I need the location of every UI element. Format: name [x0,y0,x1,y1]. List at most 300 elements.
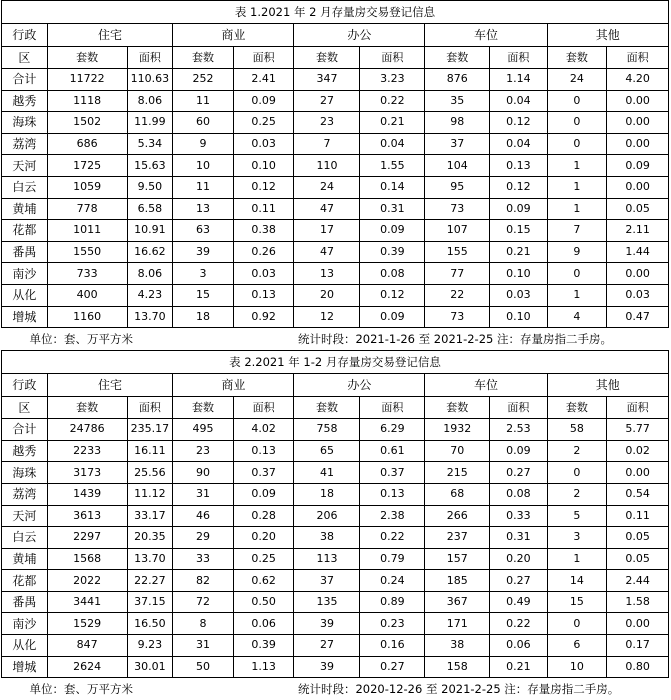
data-cell: 0 [547,613,607,635]
data-cell: 17 [294,220,360,242]
area-header: 面积 [127,47,173,69]
data-cell: 0.22 [360,90,425,112]
data-cell: 0.50 [233,591,294,613]
data-cell: 0.09 [607,155,669,177]
data-cell: 11.12 [127,483,173,505]
data-cell: 104 [425,155,490,177]
table-row [2,483,669,505]
data-cell: 47 [294,198,360,220]
data-cell: 0 [547,90,607,112]
data-cell: 0.13 [233,440,294,462]
data-cell: 39 [173,241,234,263]
count-header: 套数 [47,397,127,419]
data-cell: 0 [547,263,607,285]
period-note: 统计时段：2020-12-26 至 2021-2-25 注：存量房指二手房。 [297,682,620,697]
data-cell: 13.70 [127,306,173,328]
table-footer-row [2,678,669,700]
data-cell: 0.28 [233,505,294,527]
data-cell: 77 [425,263,490,285]
data-cell: 33.17 [127,505,173,527]
district-name: 南沙 [2,263,48,285]
data-cell: 11722 [47,69,127,91]
data-cell: 252 [173,69,234,91]
data-cell: 1011 [47,220,127,242]
data-cell: 215 [425,462,490,484]
table-row [2,198,669,220]
data-cell: 10 [173,155,234,177]
district-name: 黄埔 [2,548,48,570]
category-header: 其他 [547,374,668,397]
data-cell: 11 [173,90,234,112]
data-cell: 2.41 [233,69,294,91]
data-cell: 39 [294,656,360,678]
data-cell: 1439 [47,483,127,505]
data-cell: 367 [425,591,490,613]
data-cell: 13 [294,263,360,285]
data-cell: 0.21 [490,656,547,678]
data-cell: 16.11 [127,440,173,462]
data-cell: 29 [173,527,234,549]
table-row [2,440,669,462]
data-cell: 0.00 [607,133,669,155]
data-cell: 0.03 [233,133,294,155]
data-cell: 0.10 [490,306,547,328]
data-cell: 98 [425,112,490,134]
data-cell: 0.11 [233,198,294,220]
data-cell: 235.17 [127,419,173,441]
data-cell: 0.08 [360,263,425,285]
data-cell: 30.01 [127,656,173,678]
district-name: 越秀 [2,440,48,462]
data-cell: 13.70 [127,548,173,570]
data-cell: 3 [173,263,234,285]
data-cell: 0.25 [233,548,294,570]
data-cell: 9.23 [127,635,173,657]
district-name: 南沙 [2,613,48,635]
area-header: 面积 [360,397,425,419]
data-cell: 4.20 [607,69,669,91]
data-cell: 8.06 [127,263,173,285]
data-cell: 0.04 [360,133,425,155]
data-cell: 171 [425,613,490,635]
data-cell: 0.05 [607,527,669,549]
data-cell: 1 [547,176,607,198]
table-row [2,176,669,198]
data-cell: 10.91 [127,220,173,242]
data-cell: 9 [173,133,234,155]
sub-header-row [2,397,669,419]
data-cell: 0.31 [360,198,425,220]
table-row [2,656,669,678]
data-cell: 73 [425,198,490,220]
data-cell: 1160 [47,306,127,328]
data-cell: 31 [173,635,234,657]
data-cell: 113 [294,548,360,570]
data-cell: 0.79 [360,548,425,570]
district-name: 番禺 [2,241,48,263]
data-cell: 37.15 [127,591,173,613]
category-header: 办公 [294,24,425,47]
data-cell: 0.25 [233,112,294,134]
table-row [2,548,669,570]
data-cell: 0.80 [607,656,669,678]
category-header: 商业 [173,24,294,47]
data-cell: 3.23 [360,69,425,91]
data-cell: 155 [425,241,490,263]
area-header: 面积 [490,397,547,419]
data-cell: 3613 [47,505,127,527]
table-row [2,69,669,91]
data-cell: 0.13 [360,483,425,505]
category-header: 其他 [547,24,668,47]
data-cell: 347 [294,69,360,91]
count-header: 套数 [547,47,607,69]
data-cell: 0.27 [490,570,547,592]
data-cell: 58 [547,419,607,441]
data-cell: 25.56 [127,462,173,484]
count-header: 套数 [294,397,360,419]
data-cell: 37 [294,570,360,592]
data-cell: 90 [173,462,234,484]
category-header: 商业 [173,374,294,397]
data-cell: 0.49 [490,591,547,613]
data-cell: 0.00 [607,112,669,134]
data-cell: 15 [547,591,607,613]
district-name: 越秀 [2,90,48,112]
data-cell: 27 [294,90,360,112]
category-header: 办公 [294,374,425,397]
data-cell: 11 [173,176,234,198]
data-cell: 95 [425,176,490,198]
data-cell: 0.23 [360,613,425,635]
data-cell: 2.11 [607,220,669,242]
data-cell: 0.04 [490,90,547,112]
data-cell: 24 [294,176,360,198]
period-note: 统计时段：2021-1-26 至 2021-2-25 注：存量房指二手房。 [297,332,612,347]
data-cell: 2.44 [607,570,669,592]
count-header: 套数 [425,47,490,69]
data-cell: 0 [547,112,607,134]
area-header: 面积 [233,397,294,419]
data-cell: 0.03 [233,263,294,285]
data-cell: 5.34 [127,133,173,155]
data-cell: 0.13 [233,284,294,306]
area-header: 面积 [127,397,173,419]
data-cell: 65 [294,440,360,462]
table-row [2,527,669,549]
table-row [2,284,669,306]
count-header: 套数 [173,397,234,419]
data-cell: 0.39 [360,241,425,263]
data-cell: 5 [547,505,607,527]
data-cell: 2233 [47,440,127,462]
data-cell: 41 [294,462,360,484]
data-cell: 206 [294,505,360,527]
data-cell: 38 [294,527,360,549]
table-row [2,133,669,155]
district-header: 行政 [2,374,48,397]
data-cell: 0.06 [233,613,294,635]
data-cell: 495 [173,419,234,441]
data-cell: 0.09 [233,483,294,505]
table-row [2,112,669,134]
data-cell: 10 [547,656,607,678]
data-cell: 135 [294,591,360,613]
district-name: 花都 [2,570,48,592]
data-cell: 0.27 [490,462,547,484]
area-header: 面积 [490,47,547,69]
data-cell: 15.63 [127,155,173,177]
data-cell: 1 [547,155,607,177]
data-cell: 47 [294,241,360,263]
data-cell: 0.15 [490,220,547,242]
data-cell: 2 [547,483,607,505]
count-header: 套数 [547,397,607,419]
table-row [2,419,669,441]
data-cell: 0.12 [490,176,547,198]
data-cell: 22 [425,284,490,306]
data-cell: 23 [294,112,360,134]
table-title-row [2,351,669,374]
data-cell: 0.06 [490,635,547,657]
data-cell: 4 [547,306,607,328]
data-cell: 27 [294,635,360,657]
data-cell: 0.00 [607,462,669,484]
area-header: 面积 [607,397,669,419]
unit-note: 单位：套、万平方米 [29,332,133,347]
district-name: 荔湾 [2,483,48,505]
data-cell: 686 [47,133,127,155]
data-cell: 50 [173,656,234,678]
data-cell: 46 [173,505,234,527]
data-cell: 3441 [47,591,127,613]
data-cell: 0.10 [233,155,294,177]
data-cell: 0.04 [490,133,547,155]
data-cell: 3 [547,527,607,549]
data-cell: 0.09 [490,198,547,220]
unit-note: 单位：套、万平方米 [29,682,133,697]
data-cell: 7 [294,133,360,155]
district-name: 白云 [2,176,48,198]
data-cell: 0.13 [490,155,547,177]
count-header: 套数 [294,47,360,69]
data-cell: 0.16 [360,635,425,657]
data-cell: 20 [294,284,360,306]
data-cell: 2.53 [490,419,547,441]
data-cell: 11.99 [127,112,173,134]
data-cell: 1502 [47,112,127,134]
data-cell: 0.09 [360,306,425,328]
table-row [2,155,669,177]
data-cell: 0.03 [490,284,547,306]
data-cell: 14 [547,570,607,592]
data-cell: 0.61 [360,440,425,462]
data-cell: 0.00 [607,90,669,112]
data-cell: 0.00 [607,176,669,198]
data-cell: 31 [173,483,234,505]
data-cell: 5.77 [607,419,669,441]
data-cell: 8 [173,613,234,635]
data-cell: 0.05 [607,548,669,570]
data-cell: 16.50 [127,613,173,635]
data-cell: 1 [547,198,607,220]
data-cell: 6.29 [360,419,425,441]
category-header-row [2,374,669,397]
category-header: 车位 [425,374,547,397]
data-cell: 7 [547,220,607,242]
district-name: 白云 [2,527,48,549]
table-monthly-transactions [1,0,669,350]
data-cell: 847 [47,635,127,657]
category-header: 车位 [425,24,547,47]
data-cell: 1.44 [607,241,669,263]
table-row [2,90,669,112]
data-cell: 3173 [47,462,127,484]
count-header: 套数 [47,47,127,69]
data-cell: 0.38 [233,220,294,242]
data-cell: 24 [547,69,607,91]
data-cell: 82 [173,570,234,592]
data-cell: 18 [173,306,234,328]
data-cell: 0.27 [360,656,425,678]
data-cell: 0.10 [490,263,547,285]
data-cell: 0.17 [607,635,669,657]
district-name: 天河 [2,155,48,177]
data-cell: 0.14 [360,176,425,198]
data-cell: 20.35 [127,527,173,549]
data-cell: 16.62 [127,241,173,263]
data-cell: 0.12 [360,284,425,306]
table-title: 表 2.2021 年 1-2 月存量房交易登记信息 [2,351,669,374]
data-cell: 0.37 [360,462,425,484]
data-cell: 37 [425,133,490,155]
data-cell: 110 [294,155,360,177]
data-cell: 0.20 [233,527,294,549]
table-row [2,505,669,527]
data-cell: 1568 [47,548,127,570]
category-header: 住宅 [47,374,173,397]
data-cell: 1.58 [607,591,669,613]
sub-header-row [2,47,669,69]
data-cell: 4.02 [233,419,294,441]
table-row [2,591,669,613]
data-cell: 0.47 [607,306,669,328]
data-cell: 0.09 [360,220,425,242]
data-cell: 0.11 [607,505,669,527]
district-header-cont: 区 [2,397,48,419]
data-cell: 35 [425,90,490,112]
data-cell: 1932 [425,419,490,441]
data-cell: 0.92 [233,306,294,328]
data-cell: 22.27 [127,570,173,592]
data-cell: 0.20 [490,548,547,570]
table-row [2,635,669,657]
data-cell: 70 [425,440,490,462]
data-cell: 2022 [47,570,127,592]
data-cell: 0.12 [490,112,547,134]
data-cell: 1118 [47,90,127,112]
data-cell: 2 [547,440,607,462]
data-cell: 0.21 [360,112,425,134]
data-cell: 6.58 [127,198,173,220]
data-cell: 1.55 [360,155,425,177]
data-cell: 1550 [47,241,127,263]
table-row [2,570,669,592]
data-cell: 778 [47,198,127,220]
count-header: 套数 [425,397,490,419]
district-name: 合计 [2,419,48,441]
data-cell: 0.24 [360,570,425,592]
area-header: 面积 [233,47,294,69]
data-cell: 60 [173,112,234,134]
district-name: 海珠 [2,112,48,134]
data-cell: 1.13 [233,656,294,678]
data-cell: 733 [47,263,127,285]
data-cell: 0.89 [360,591,425,613]
data-cell: 0.03 [607,284,669,306]
data-cell: 1 [547,284,607,306]
area-header: 面积 [607,47,669,69]
table-footer-row [2,328,669,351]
data-cell: 9 [547,241,607,263]
data-cell: 2624 [47,656,127,678]
data-cell: 185 [425,570,490,592]
count-header: 套数 [173,47,234,69]
district-name: 海珠 [2,462,48,484]
category-header-row [2,24,669,47]
data-cell: 24786 [47,419,127,441]
data-cell: 0.05 [607,198,669,220]
data-cell: 63 [173,220,234,242]
data-cell: 0 [547,133,607,155]
data-cell: 23 [173,440,234,462]
district-name: 合计 [2,69,48,91]
table-row [2,263,669,285]
table-row [2,220,669,242]
data-cell: 39 [294,613,360,635]
table-row [2,462,669,484]
category-header: 住宅 [47,24,173,47]
data-cell: 6 [547,635,607,657]
data-cell: 13 [173,198,234,220]
data-cell: 157 [425,548,490,570]
data-cell: 400 [47,284,127,306]
data-cell: 0.08 [490,483,547,505]
district-name: 黄埔 [2,198,48,220]
area-header: 面积 [360,47,425,69]
district-name: 从化 [2,284,48,306]
data-cell: 68 [425,483,490,505]
data-cell: 0.39 [233,635,294,657]
data-cell: 158 [425,656,490,678]
data-cell: 0.22 [360,527,425,549]
data-cell: 9.50 [127,176,173,198]
table-title: 表 1.2021 年 2 月存量房交易登记信息 [2,1,669,24]
data-cell: 18 [294,483,360,505]
data-cell: 1 [547,548,607,570]
data-cell: 1529 [47,613,127,635]
table-row [2,613,669,635]
district-header: 行政 [2,24,48,47]
table-cumulative-transactions [1,350,669,700]
data-cell: 1725 [47,155,127,177]
data-cell: 110.63 [127,69,173,91]
data-cell: 73 [425,306,490,328]
district-name: 增城 [2,656,48,678]
district-name: 增城 [2,306,48,328]
district-name: 天河 [2,505,48,527]
data-cell: 8.06 [127,90,173,112]
